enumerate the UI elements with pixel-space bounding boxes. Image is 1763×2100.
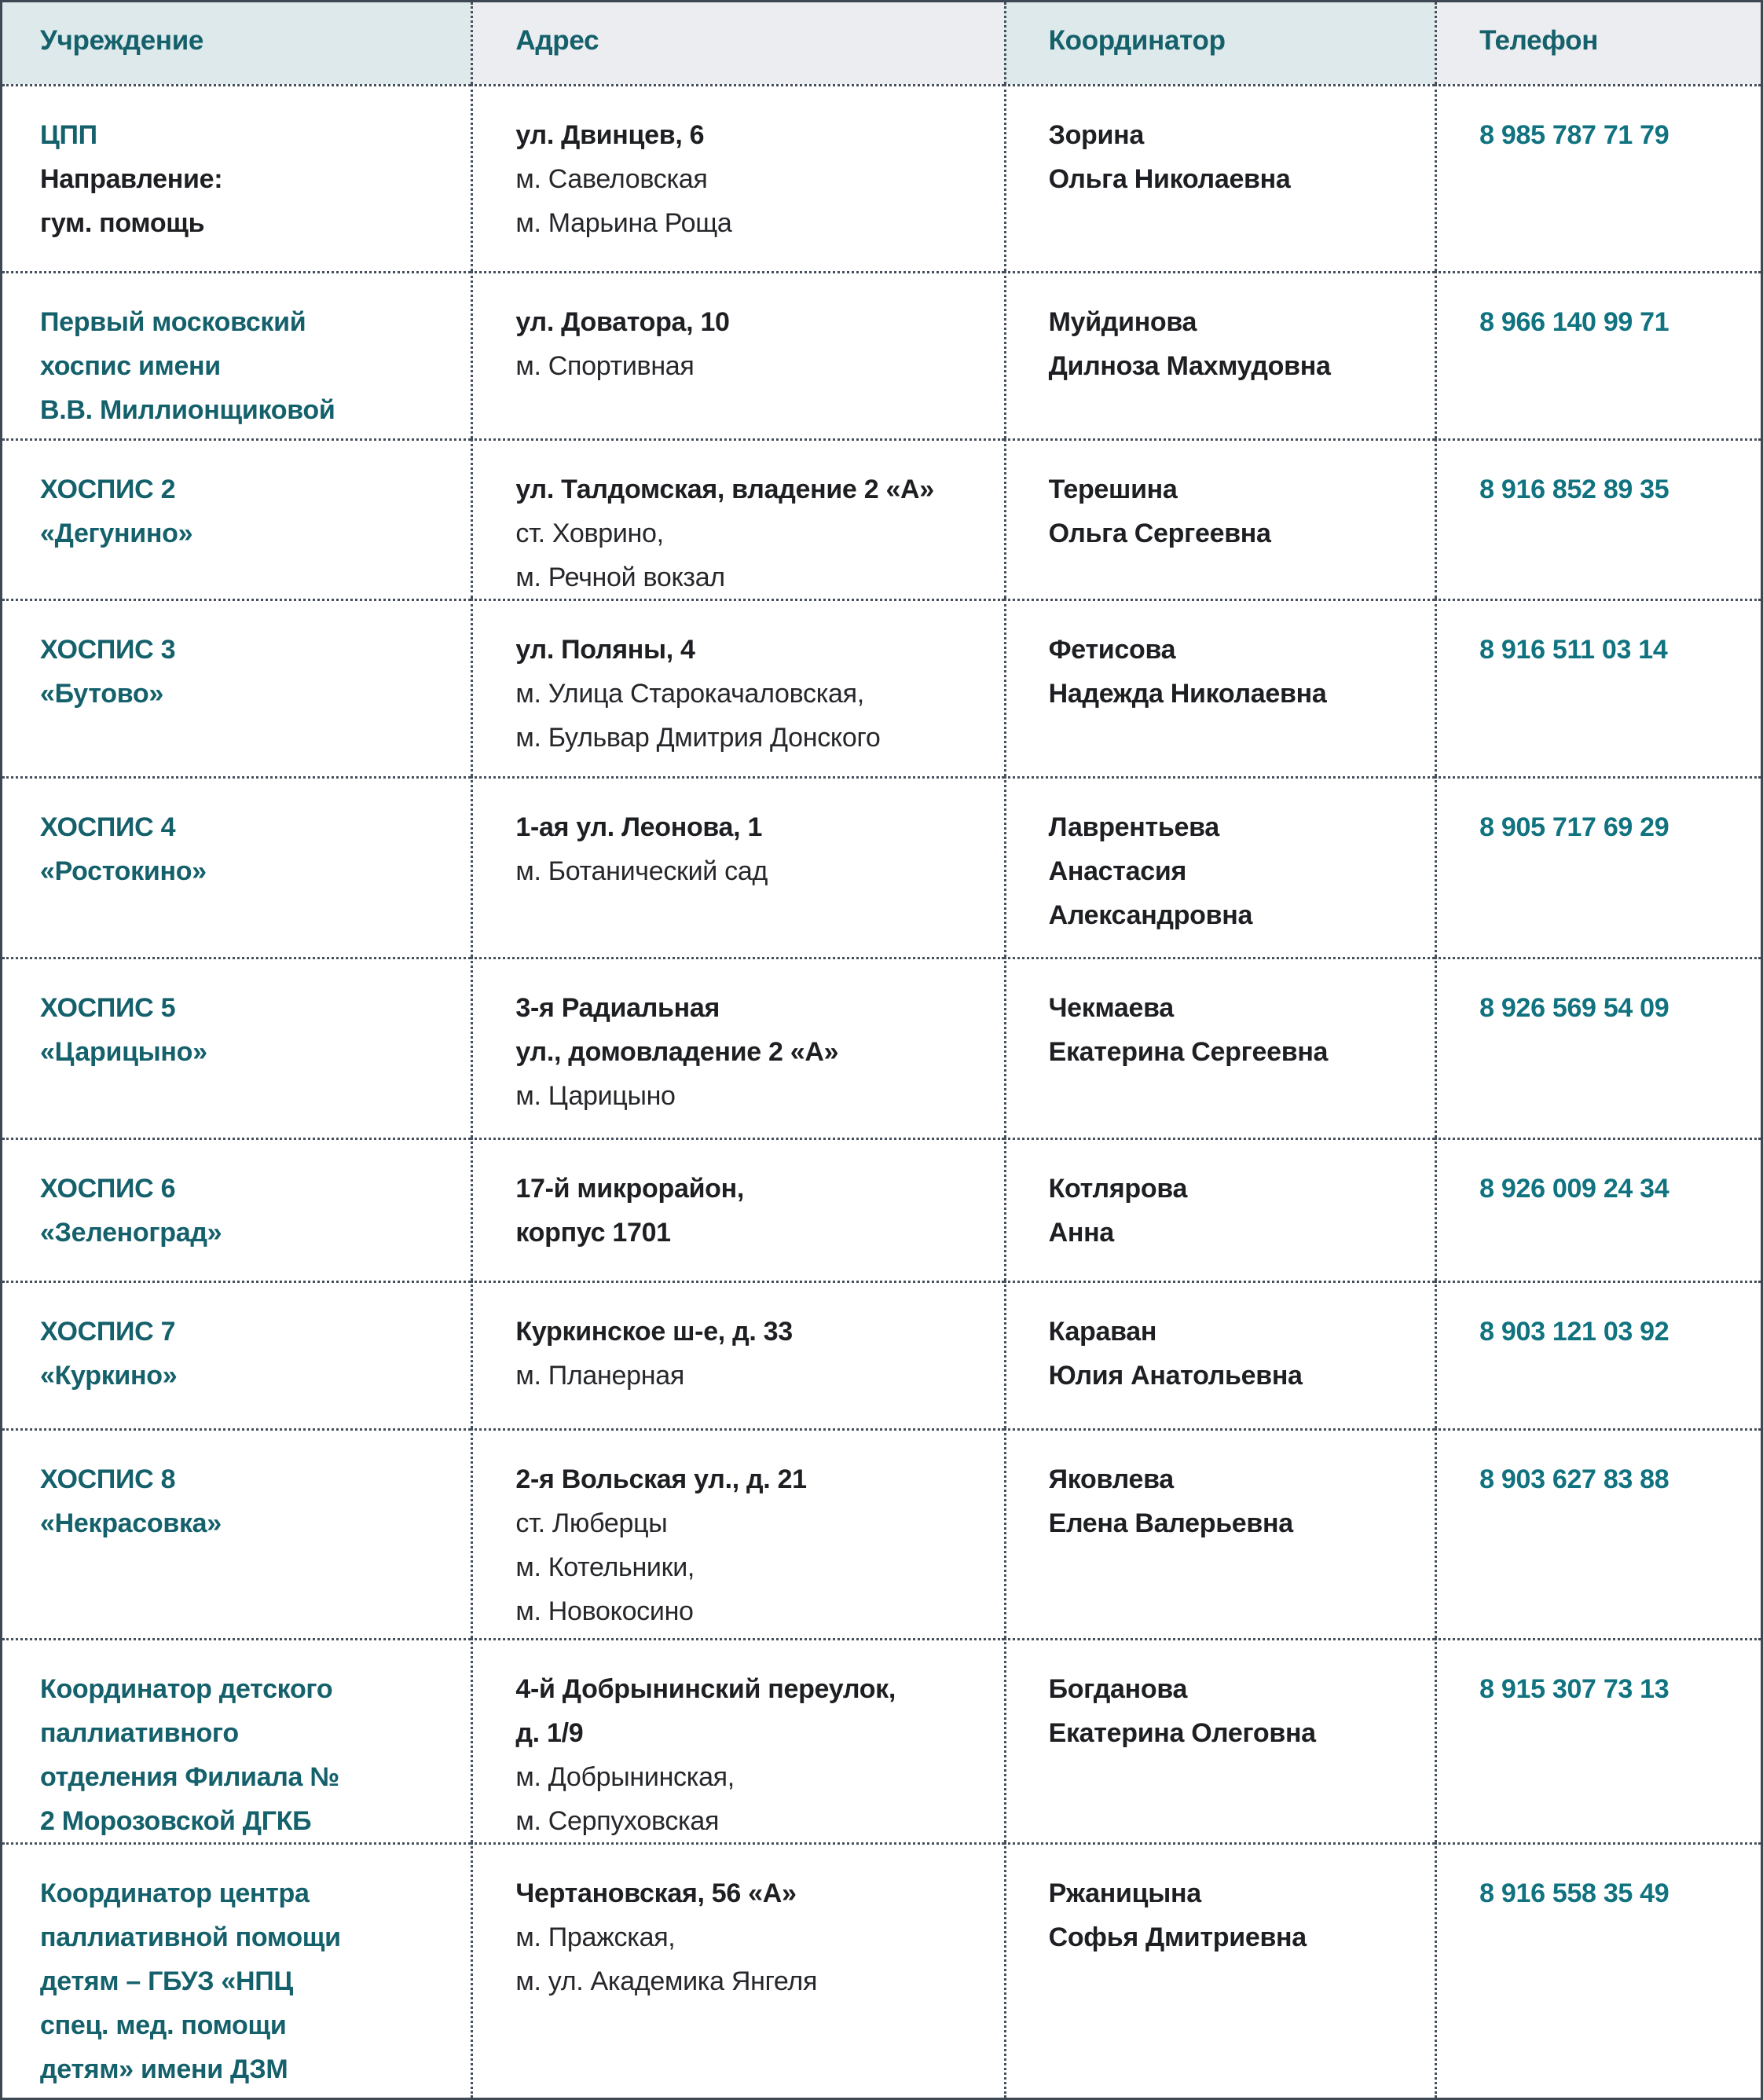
metro-line: м. Спортивная: [515, 351, 695, 381]
coordinator-name-line: Чекмаева: [1048, 993, 1174, 1023]
phone-cell: [1435, 599, 1761, 776]
phone-cell: [1435, 957, 1761, 1138]
coordinator-name-line: Терешина: [1048, 475, 1178, 504]
institution-note-line: Направление:: [40, 164, 223, 194]
coordinator-cell: [1004, 957, 1435, 1138]
phone-number: 8 915 307 73 13: [1479, 1674, 1670, 1704]
institution-cell: [2, 84, 471, 271]
coordinator-name-line: Зорина: [1048, 120, 1144, 150]
street-line: Куркинское ш-е, д. 33: [515, 1317, 793, 1347]
address-cell: [471, 957, 1003, 1138]
institution-name-line: ХОСПИС 2: [40, 475, 176, 504]
coordinator-name-line: Екатерина Сергеевна: [1048, 1037, 1329, 1067]
metro-line: м. Планерная: [515, 1361, 684, 1391]
metro-line: ст. Ховрино,: [515, 519, 664, 548]
institution-cell: [2, 1638, 471, 1842]
institution-name-line: «Царицыно»: [40, 1037, 207, 1067]
metro-line: м. Котельники,: [515, 1552, 695, 1582]
institution-name-line: «Бутово»: [40, 679, 163, 709]
metro-line: м. Савеловская: [515, 164, 708, 194]
coordinator-name-line: Надежда Николаевна: [1048, 679, 1327, 709]
street-line: д. 1/9: [515, 1718, 584, 1748]
institution-name-line: паллиативной помощи: [40, 1922, 341, 1952]
coordinator-cell: [1004, 776, 1435, 957]
phone-number: 8 985 787 71 79: [1479, 120, 1670, 150]
phone-number: 8 916 852 89 35: [1479, 475, 1670, 504]
institution-name-line: ЦПП: [40, 120, 97, 150]
metro-line: м. Бульвар Дмитрия Донского: [515, 723, 881, 753]
address-cell: [471, 1138, 1003, 1281]
phone-number: 8 903 121 03 92: [1479, 1317, 1670, 1347]
coordinator-name-line: Караван: [1048, 1317, 1157, 1347]
header-cell-institution: [2, 2, 471, 84]
coordinator-name-line: Анна: [1048, 1218, 1114, 1248]
phone-cell: [1435, 1638, 1761, 1842]
metro-line: м. Улица Старокачаловская,: [515, 679, 864, 709]
address-cell: [471, 1842, 1003, 2098]
institution-cell: [2, 271, 471, 438]
header-cell-coordinator: [1004, 2, 1435, 84]
coordinator-name-line: Фетисова: [1048, 635, 1176, 665]
institution-name-line: «Дегунино»: [40, 519, 193, 548]
street-line: ул. Доватора, 10: [515, 307, 730, 337]
institution-cell: [2, 438, 471, 599]
institution-cell: [2, 1842, 471, 2098]
phone-number: 8 926 569 54 09: [1479, 993, 1670, 1023]
header-cell-phone: [1435, 2, 1761, 84]
coordinator-name-line: Лаврентьева: [1048, 812, 1219, 842]
phone-cell: [1435, 1428, 1761, 1638]
metro-line: м. Пражская,: [515, 1922, 676, 1952]
institution-name-line: Координатор центра: [40, 1878, 310, 1908]
address-cell: [471, 438, 1003, 599]
coordinator-name-line: Ольга Сергеевна: [1048, 519, 1271, 548]
phone-number: 8 926 009 24 34: [1479, 1174, 1670, 1204]
phone-cell: [1435, 776, 1761, 957]
metro-line: м. Добрынинская,: [515, 1762, 735, 1792]
header-cell-address: [471, 2, 1003, 84]
coordinator-name-line: Богданова: [1048, 1674, 1188, 1704]
street-line: 4-й Добрынинский переулок,: [515, 1674, 896, 1704]
street-line: 2-я Вольская ул., д. 21: [515, 1464, 807, 1494]
header-label-coordinator: Координатор: [1048, 25, 1226, 56]
phone-cell: [1435, 84, 1761, 271]
institution-note-line: гум. помощь: [40, 208, 205, 238]
metro-line: м. Ботанический сад: [515, 856, 768, 886]
institution-cell: [2, 1281, 471, 1428]
institution-name-line: ХОСПИС 3: [40, 635, 176, 665]
coordinator-name-line: Анастасия: [1048, 856, 1186, 886]
coordinator-name-line: Дилноза Махмудовна: [1048, 351, 1331, 381]
institution-name-line: отделения Филиала №: [40, 1762, 339, 1792]
phone-number: 8 916 558 35 49: [1479, 1878, 1670, 1908]
coordinator-name-line: Ржаницына: [1048, 1878, 1201, 1908]
coordinator-name-line: Александровна: [1048, 900, 1253, 930]
street-line: Чертановская, 56 «А»: [515, 1878, 797, 1908]
street-line: 1-ая ул. Леонова, 1: [515, 812, 763, 842]
coordinator-cell: [1004, 1638, 1435, 1842]
phone-number: 8 903 627 83 88: [1479, 1464, 1670, 1494]
street-line: ул. Талдомская, владение 2 «А»: [515, 475, 934, 504]
institution-name-line: детям – ГБУЗ «НПЦ: [40, 1966, 293, 1996]
coordinator-cell: [1004, 438, 1435, 599]
institution-cell: [2, 599, 471, 776]
address-cell: [471, 1638, 1003, 1842]
coordinator-name-line: Ольга Николаевна: [1048, 164, 1291, 194]
coordinator-cell: [1004, 1281, 1435, 1428]
header-label-phone: Телефон: [1479, 25, 1599, 56]
metro-line: ст. Люберцы: [515, 1508, 668, 1538]
phone-cell: [1435, 271, 1761, 438]
institution-name-line: ХОСПИС 5: [40, 993, 176, 1023]
institution-cell: [2, 1138, 471, 1281]
institution-name-line: хоспис имени: [40, 351, 221, 381]
street-line: 17-й микрорайон,: [515, 1174, 745, 1204]
coordinator-cell: [1004, 84, 1435, 271]
street-line: 3-я Радиальная: [515, 993, 720, 1023]
institution-name-line: Координатор детского: [40, 1674, 333, 1704]
coordinator-name-line: Яковлева: [1048, 1464, 1174, 1494]
metro-line: м. Серпуховская: [515, 1806, 720, 1836]
institution-name-line: «Зеленоград»: [40, 1218, 222, 1248]
institution-name-line: паллиативного: [40, 1718, 239, 1748]
address-cell: [471, 271, 1003, 438]
institution-name-line: детям» имени ДЗМ: [40, 2054, 288, 2084]
coordinator-name-line: Котлярова: [1048, 1174, 1188, 1204]
address-cell: [471, 776, 1003, 957]
address-cell: [471, 1281, 1003, 1428]
phone-cell: [1435, 1842, 1761, 2098]
phone-number: 8 905 717 69 29: [1479, 812, 1670, 842]
institution-cell: [2, 957, 471, 1138]
institution-name-line: 2 Морозовской ДГКБ: [40, 1806, 312, 1836]
street-line: корпус 1701: [515, 1218, 671, 1248]
address-cell: [471, 599, 1003, 776]
coordinator-name-line: Муйдинова: [1048, 307, 1197, 337]
header-label-institution: Учреждение: [40, 25, 204, 56]
coordinator-name-line: Елена Валерьевна: [1048, 1508, 1293, 1538]
institution-name-line: «Ростокино»: [40, 856, 207, 886]
street-line: ул., домовладение 2 «А»: [515, 1037, 839, 1067]
institution-name-line: ХОСПИС 8: [40, 1464, 176, 1494]
institution-name-line: ХОСПИС 6: [40, 1174, 176, 1204]
phone-number: 8 916 511 03 14: [1479, 635, 1668, 665]
coordinator-name-line: Екатерина Олеговна: [1048, 1718, 1316, 1748]
address-cell: [471, 1428, 1003, 1638]
coordinator-cell: [1004, 271, 1435, 438]
institution-name-line: Первый московский: [40, 307, 306, 337]
institution-name-line: «Куркино»: [40, 1361, 178, 1391]
phone-cell: [1435, 1281, 1761, 1428]
metro-line: м. Царицыно: [515, 1081, 676, 1111]
metro-line: м. Марьина Роща: [515, 208, 732, 238]
coordinator-cell: [1004, 1138, 1435, 1281]
address-cell: [471, 84, 1003, 271]
metro-line: м. Новокосино: [515, 1596, 694, 1626]
coordinator-name-line: Софья Дмитриевна: [1048, 1922, 1307, 1952]
street-line: ул. Поляны, 4: [515, 635, 695, 665]
coordinator-cell: [1004, 599, 1435, 776]
institution-name-line: В.В. Миллионщиковой: [40, 395, 335, 425]
institution-cell: [2, 1428, 471, 1638]
phone-cell: [1435, 1138, 1761, 1281]
coordinator-cell: [1004, 1842, 1435, 2098]
institution-name-line: ХОСПИС 7: [40, 1317, 176, 1347]
institution-name-line: «Некрасовка»: [40, 1508, 222, 1538]
metro-line: м. Речной вокзал: [515, 563, 725, 592]
institution-name-line: спец. мед. помощи: [40, 2010, 287, 2040]
coordinator-cell: [1004, 1428, 1435, 1638]
institution-name-line: ХОСПИС 4: [40, 812, 176, 842]
street-line: ул. Двинцев, 6: [515, 120, 705, 150]
phone-cell: [1435, 438, 1761, 599]
institution-cell: [2, 776, 471, 957]
header-label-address: Адрес: [515, 25, 599, 56]
phone-number: 8 966 140 99 71: [1479, 307, 1670, 337]
metro-line: м. ул. Академика Янгеля: [515, 1966, 818, 1996]
coordinator-name-line: Юлия Анатольевна: [1048, 1361, 1303, 1391]
